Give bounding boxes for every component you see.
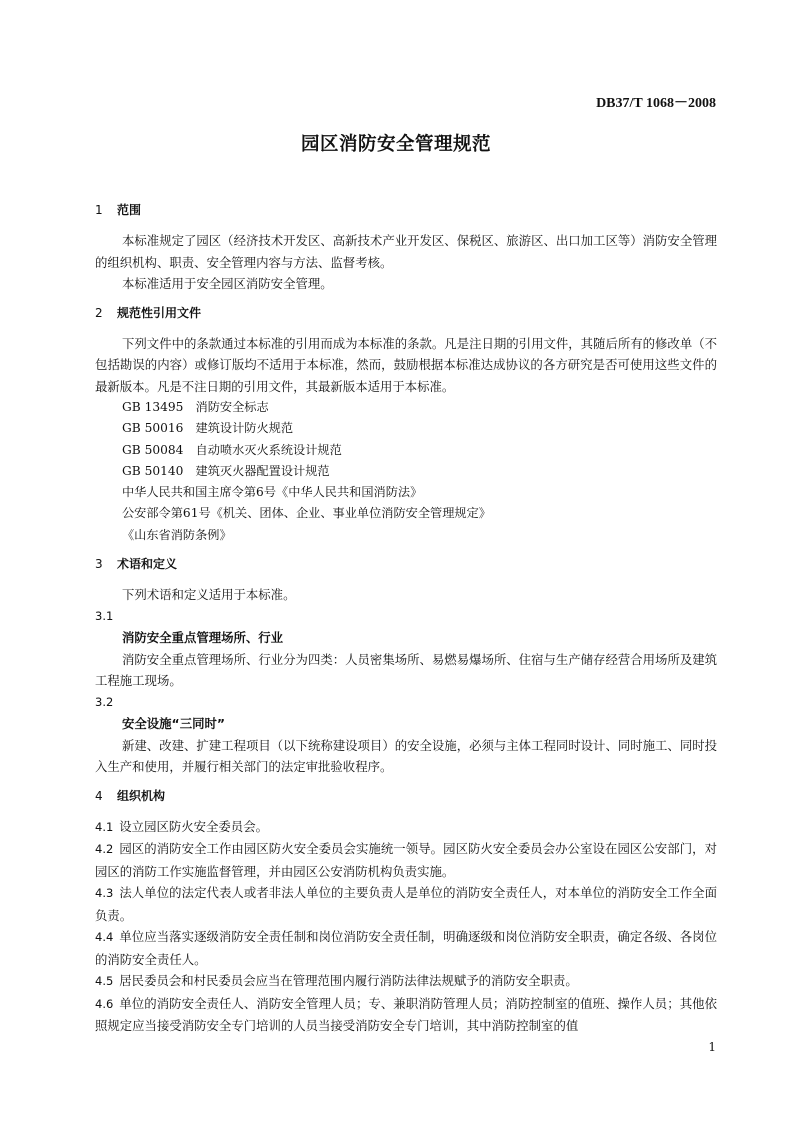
section-title: 规范性引用文件 [117,305,202,320]
clause-text: 单位的消防安全责任人、消防安全管理人员；专、兼职消防管理人员；消防控制室的值班、操作人员；其他依照规定应当接受消防安全专门培训的人员当接受消防安全专门培训，其中消防控制室的值 [95,995,717,1034]
clause [95,882,717,926]
clause-text: 单位应当落实逐级消防安全责任制和岗位消防安全责任制，明确逐级和岗位消防安全职责，确定各级、各岗位的消防安全责任人。 [95,929,717,967]
paragraph: 本标准规定了园区（经济技术开发区、高新技术产业开发区、保税区、旅游区、出口加工区等）消防安全管理的组织机构、职责、安全管理内容与方法、监督考核。 [95,233,717,270]
term-name: 安全设施“三同时” [122,715,226,731]
standard-number: DB37/T 1068－2008 [596,96,716,111]
section-number: 1 [95,203,103,217]
reference-item: 《山东省消防条例》 [122,527,232,542]
section-2-heading [95,303,717,323]
clause-number: 4.2 [95,842,114,857]
reference-item: 中华人民共和国主席令第6号《中华人民共和国消防法》 [122,485,423,500]
section-3-heading [95,554,717,574]
clause [95,838,717,882]
section-number: 4 [95,788,103,803]
document-title: 园区消防安全管理规范 [300,134,491,155]
clause-number: 4.3 [95,886,114,901]
reference-item: GB 50140 建筑灭火器配置设计规范 [122,463,330,478]
clause-number: 4.5 [95,974,114,989]
term-definition: 消防安全重点管理场所、行业分为四类：人员密集场所、易燃易爆场所、住宿与生产储存经营合用场所及建筑工程施工现场。 [95,651,717,689]
section-title: 术语和定义 [117,557,178,572]
paragraph: 下列文件中的条款通过本标准的引用而成为本标准的条款。凡是注日期的引用文件，其随后所有的修改单（不包括勘误的内容）或修订版均不适用于本标准，然而，鼓励根据本标准达成协议的各方研究是否可使用这些文件的最新版本。凡是不注日期的引用文件，其最新版本适用于本标准。 [95,335,717,394]
term-definition: 新建、改建、扩建工程项目（以下统称建设项目）的安全设施，必须与主体工程同时设计、同时施工、同时投入生产和使用，并履行相关部门的法定审批验收程序。 [95,737,717,775]
clause-text: 园区的消防安全工作由园区防火安全委员会实施统一领导。园区防火安全委员会办公室设在园区公安部门，对园区的消防工作实施监督管理，并由园区公安消防机构负责实施。 [95,841,717,879]
reference-item: GB 50016 建筑设计防火规范 [122,421,294,436]
section-title: 组织机构 [117,788,166,803]
section-number: 3 [95,557,103,572]
page-number: 1 [708,1040,716,1054]
document-body [95,200,717,1037]
section-number: 2 [95,305,103,320]
section-4-heading [95,786,717,806]
term-name: 消防安全重点管理场所、行业 [122,629,284,645]
clause [95,970,717,993]
reference-item: GB 13495 消防安全标志 [122,400,269,414]
term-number: 3.2 [95,694,114,709]
clause-number: 4.4 [95,930,114,945]
section-1-heading [95,200,717,220]
paragraph: 下列术语和定义适用于本标准。 [122,587,296,603]
reference-item: GB 50084 自动喷水灭火系统设计规范 [122,442,342,457]
clause-text: 法人单位的法定代表人或者非法人单位的主要负责人是单位的消防安全责任人，对本单位的消防安全工作全面负责。 [95,885,717,923]
clause-text: 居民委员会和村民委员会应当在管理范围内履行消防法律法规赋予的消防安全职责。 [119,973,578,989]
clause [95,993,717,1037]
section-title: 范围 [117,203,142,217]
reference-item: 公安部令第61号《机关、团体、企业、事业单位消防安全管理规定》 [122,506,491,521]
clause [95,816,717,839]
clause [95,926,717,970]
clause-number: 4.6 [95,996,114,1011]
clause-number: 4.1 [95,819,114,834]
paragraph: 本标准适用于安全园区消防安全管理。 [122,276,333,291]
term-number: 3.1 [95,608,114,623]
clause-text: 设立园区防火安全委员会。 [119,818,268,834]
